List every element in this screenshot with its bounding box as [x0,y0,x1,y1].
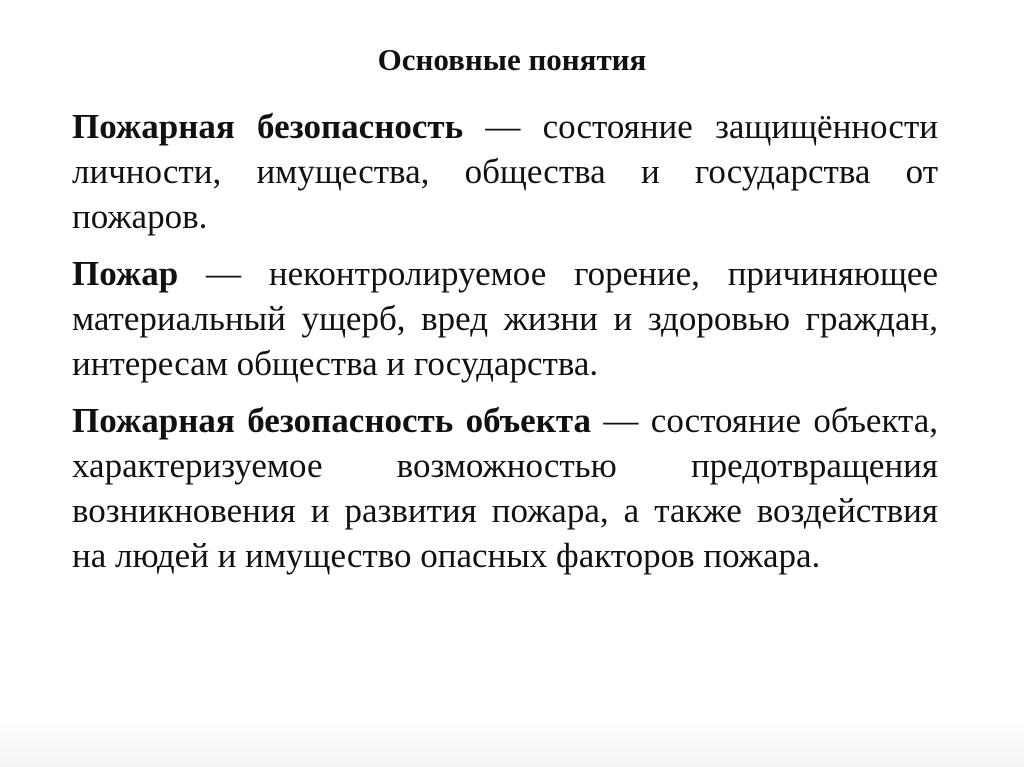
definition-object-fire-safety [72,398,938,578]
definition-term: Пожарная безопасность [72,107,464,146]
definition-fire-safety [72,104,938,239]
slide-title: Основные понятия [377,42,647,77]
definition-text: — состояние защищённости личности, имущества, общества и государства от пожаров. [72,107,938,236]
definition-text: — неконтролируемое горение, причиняющее материальный ущерб, вред жизни и здоровью граждан, интересам общества и государства. [72,254,938,383]
definitions-list [72,104,938,590]
definition-term: Пожарная безопасность объекта [72,401,591,440]
definition-text: — состояние объекта, характеризуемое возможностью предотвращения возникновения и развития пожара, а также воздействия на людей и имущество опасных факторов пожара. [72,401,938,575]
definition-fire [72,251,938,386]
definition-term: Пожар [72,254,179,293]
